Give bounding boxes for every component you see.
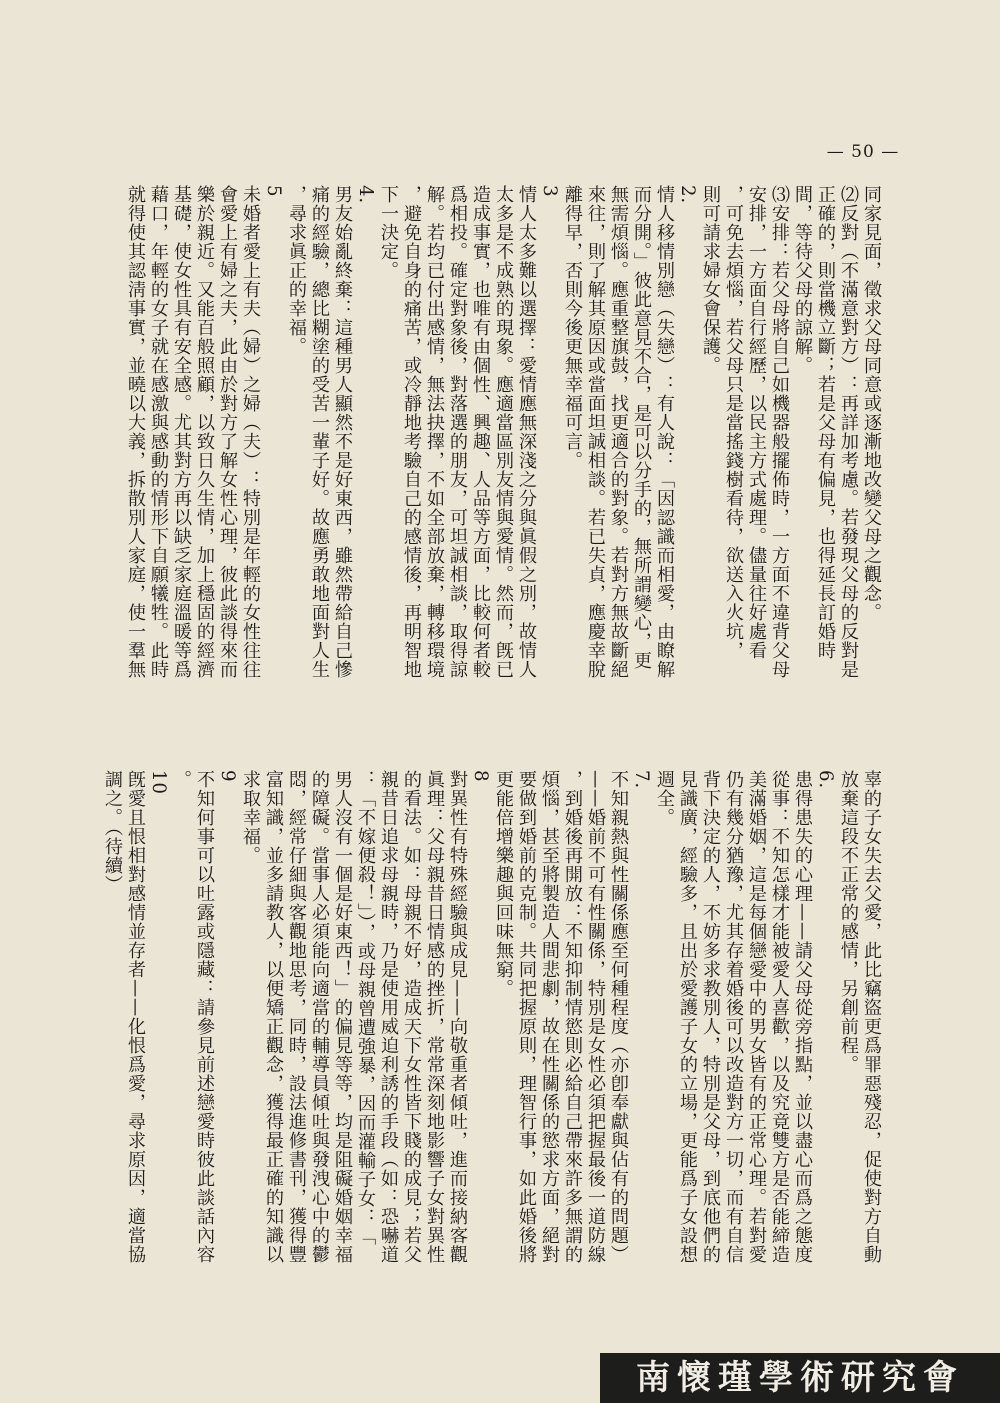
text-column: ，到婚後再開放：不知抑制情慾則必給自己帶來許多無謂的 (562, 770, 583, 1264)
text-column: 男友始亂終棄：這種男人顯然不是好東西，雖然帶給自己慘 (332, 185, 353, 679)
text-column: 週全。 (654, 770, 675, 827)
lower-text-block (102, 770, 885, 1310)
text-column: 未婚者愛上有夫（婦）之婦（夫）：特別是年輕的女性往往 (240, 185, 261, 679)
item-number: 5 (263, 185, 284, 198)
text-column: 更能倍增樂趣與回味無窮。 (493, 770, 514, 998)
text-column: ，可免去煩惱，若父母只是當搖錢樹看待，欲送入火坑， (723, 185, 744, 660)
item-number: 4. (355, 185, 376, 204)
text-column: 美滿婚姻，這是每個戀愛中的男女皆有的正常心理。若對愛 (746, 770, 767, 1264)
item-number: 9 (217, 770, 238, 783)
text-column: 對異性有特殊經驗與成見——向敬重者傾吐，進而接納客觀 (447, 770, 468, 1264)
text-column: 求取幸福。 (240, 770, 261, 865)
item-number: 2. (677, 185, 698, 204)
text-column: 則可請求婦女會保護。 (700, 185, 721, 375)
text-column: 從事：不知怎樣才能被愛人喜歡，以及究竟雙方是否能締造 (769, 770, 790, 1264)
text-column: 情人太多難以選擇：愛情應無深淺之分與眞假之別，故情人 (516, 185, 537, 679)
text-column: 痛的經驗，總比糊塗的受苦一輩子好。故應勇敢地面對人生 (309, 185, 330, 679)
text-column: ——婚前不可有性關係，特別是女性必須把握最後一道防線 (585, 770, 606, 1264)
text-column: ：「不嫁便殺！」），或母親曾遭強暴，因而灌輸子女：「 (355, 770, 376, 1246)
text-column: 而分開。」彼此意見不合，是可以分手的，無所謂變心，更 (631, 185, 652, 670)
text-column: 安排，一方面自行經歷，以民主方式處理。儘量往好處看 (746, 185, 767, 660)
text-column: 眞理：父母親昔日情感的挫折，常常深刻地影響子女對異性 (424, 770, 445, 1264)
text-column: 調之。（待續） (102, 770, 123, 894)
text-column: 會愛上有婦之夫，此由於對方了解女性心理，彼此談得來而 (217, 185, 238, 679)
text-column: 。 (171, 770, 192, 789)
text-column: 情人移情別戀（失戀）：有人說：「因認識而相愛，由瞭解 (654, 185, 675, 679)
text-column: 的障礙。當事人必須能向適當的輔導員傾吐與發洩心中的鬱 (309, 770, 330, 1264)
text-column: 爲相投。確定對象後，對落選的朋友，可坦誠相談，取得諒 (447, 185, 468, 679)
text-column: 要做到婚前的克制。共同把握原則，理智行事，如此婚後將 (516, 770, 537, 1264)
text-column: 見識廣，經驗多，且出於愛護子女的立場，更能爲子女設想 (677, 770, 698, 1264)
text-column: ，避免自身的痛苦，或冷靜地考驗自己的感情後，再明智地 (401, 185, 422, 679)
text-column: 辜的子女失去父愛，此比竊盜更爲罪惡殘忍，促使對方自動 (861, 770, 882, 1264)
item-number: 7. (631, 770, 652, 789)
text-column: 樂於親近。又能百般照顧，以致日久生情，加上穩固的經濟 (194, 185, 215, 679)
text-column: 就得使其認淸事實，並曉以大義，拆散別人家庭，使一羣無 (125, 185, 146, 679)
publisher-banner: 南懷瑾學術研究會 (600, 1353, 1000, 1403)
text-column: 造成事實，也唯有由個性、興趣、人品等方面，比較何者較 (470, 185, 491, 679)
text-column: 的看法。如：母親不好，造成天下女性皆下賤的成見；若父 (401, 770, 422, 1264)
text-column: 放棄這段不正常的感情，另創前程。 (838, 770, 859, 1074)
text-column: 不知何事可以吐露或隱藏：請參見前述戀愛時彼此談話內容 (194, 770, 215, 1264)
text-column: 煩惱，甚至將製造人間悲劇，故在性關係的慾求方面，絕對 (539, 770, 560, 1264)
page-number: — 50 — (826, 142, 900, 162)
text-column: 無需煩惱。應重整旗鼓，找更適合的對象。若對方無故斷絕 (608, 185, 629, 679)
text-column: 不知親熱與性關係應至何種程度（亦卽奉獻與佔有的問題） (608, 770, 629, 1264)
text-column: 藉口，年輕的女子就在感激與感動的情形下自願犧牲。此時 (148, 185, 169, 679)
text-column: 男人沒有一個是好東西！」的偏見等等，均是阻礙婚姻幸福 (332, 770, 353, 1264)
text-column: 背下決定的人，不妨多求教別人，特別是父母，到底他們的 (700, 770, 721, 1264)
text-column: 旣愛且恨相對感情並存者——化恨爲愛，尋求原因，適當協 (125, 770, 146, 1264)
text-column: ⑶安排：若父母將自己如機器般擺佈時，一方面不違背父母 (769, 185, 790, 679)
text-column: 仍有幾分猶豫，尤其存着婚後可以改造對方一切，而有自信 (723, 770, 744, 1264)
text-column: 患得患失的心理——請父母從旁指點，並以盡心而爲之態度 (792, 770, 813, 1264)
text-column: 基礎，使女性具有安全感。尤其對方再以缺乏家庭溫暖等爲 (171, 185, 192, 679)
text-column: 下一決定。 (378, 185, 399, 280)
text-column: 間，等待父母的諒解。 (792, 185, 813, 375)
text-column: 富知識，並多請教人，以便矯正觀念，獲得最正確的知識以 (263, 770, 284, 1264)
upper-text-block (110, 185, 885, 725)
text-column: ，尋求眞正的幸福。 (286, 185, 307, 356)
text-column: 悶，經常仔細與客觀地思考，同時，設法進修書刊，獲得豐 (286, 770, 307, 1264)
text-column: 正確的，則當機立斷；若是父母有偏見，也得延長訂婚時 (815, 185, 836, 660)
item-number: 10 (148, 770, 169, 795)
text-column: 解。若均已付出感情，無法抉擇，不如全部放棄，轉移環境 (424, 185, 445, 679)
item-number: 3 (539, 185, 560, 198)
item-number: 6. (815, 770, 836, 789)
text-column: 離得早，否則今後更無幸福可言。 (562, 185, 583, 470)
text-column: 親昔日追求母親時，乃是使用威迫利誘的手段（如：恐嚇道 (378, 770, 399, 1264)
text-column: 同家見面，徵求父母同意或逐漸地改變父母之觀念。 (861, 185, 882, 622)
text-column: 太多是不成熟的現象。應適當區別友情與愛情。然而，旣已 (493, 185, 514, 679)
text-column: 來往，則了解其原因或當面坦誠相談。若已失貞，應慶幸脫 (585, 185, 606, 679)
item-number: 8 (470, 770, 491, 783)
text-column: ⑵反對（不滿意對方）：再詳加考慮。若發現父母的反對是 (838, 185, 859, 679)
